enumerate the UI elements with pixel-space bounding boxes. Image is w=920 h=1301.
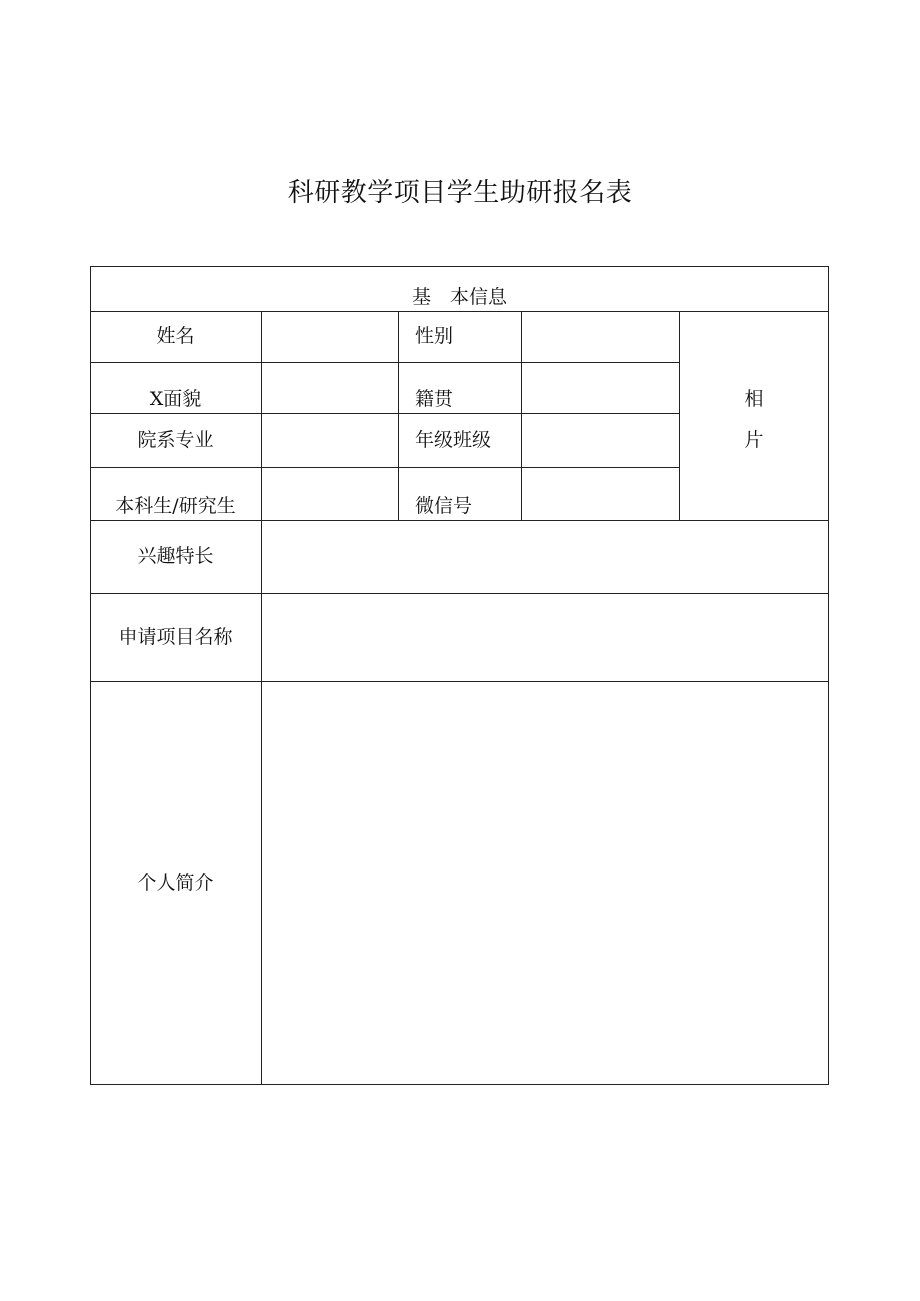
name-field[interactable] bbox=[262, 312, 398, 362]
department-major-field[interactable] bbox=[262, 414, 398, 467]
label-name: 姓名 bbox=[156, 325, 195, 347]
native-place-field[interactable] bbox=[522, 363, 679, 413]
label-student-type: 本科生/研究生 bbox=[115, 495, 236, 517]
label-wechat: 微信号 bbox=[415, 495, 473, 517]
label-department-major: 院系专业 bbox=[137, 429, 214, 451]
label-political-status: X面貌 bbox=[149, 388, 202, 410]
label-interests: 兴趣特长 bbox=[137, 545, 214, 567]
document-title: 科研教学项目学生助研报名表 bbox=[287, 178, 633, 208]
political-status-field[interactable] bbox=[262, 363, 398, 413]
label-photo-line2: 片 bbox=[744, 429, 764, 451]
introduction-field[interactable] bbox=[262, 682, 828, 1084]
label-native-place: 籍贯 bbox=[415, 388, 454, 410]
label-project-name: 申请项目名称 bbox=[118, 626, 233, 648]
section-header-basic-info: 基 本信息 bbox=[411, 286, 507, 308]
interests-field[interactable] bbox=[262, 521, 828, 593]
gender-field[interactable] bbox=[522, 312, 679, 362]
label-gender: 性别 bbox=[415, 325, 454, 347]
student-type-field[interactable] bbox=[262, 468, 398, 520]
label-introduction: 个人简介 bbox=[137, 872, 214, 894]
grade-class-field[interactable] bbox=[522, 414, 679, 467]
column-divider bbox=[398, 311, 399, 520]
project-name-field[interactable] bbox=[262, 594, 828, 681]
wechat-field[interactable] bbox=[522, 468, 679, 520]
label-photo-line1: 相 bbox=[744, 388, 764, 410]
photo-box[interactable] bbox=[680, 312, 828, 520]
label-grade-class: 年级班级 bbox=[415, 429, 492, 451]
